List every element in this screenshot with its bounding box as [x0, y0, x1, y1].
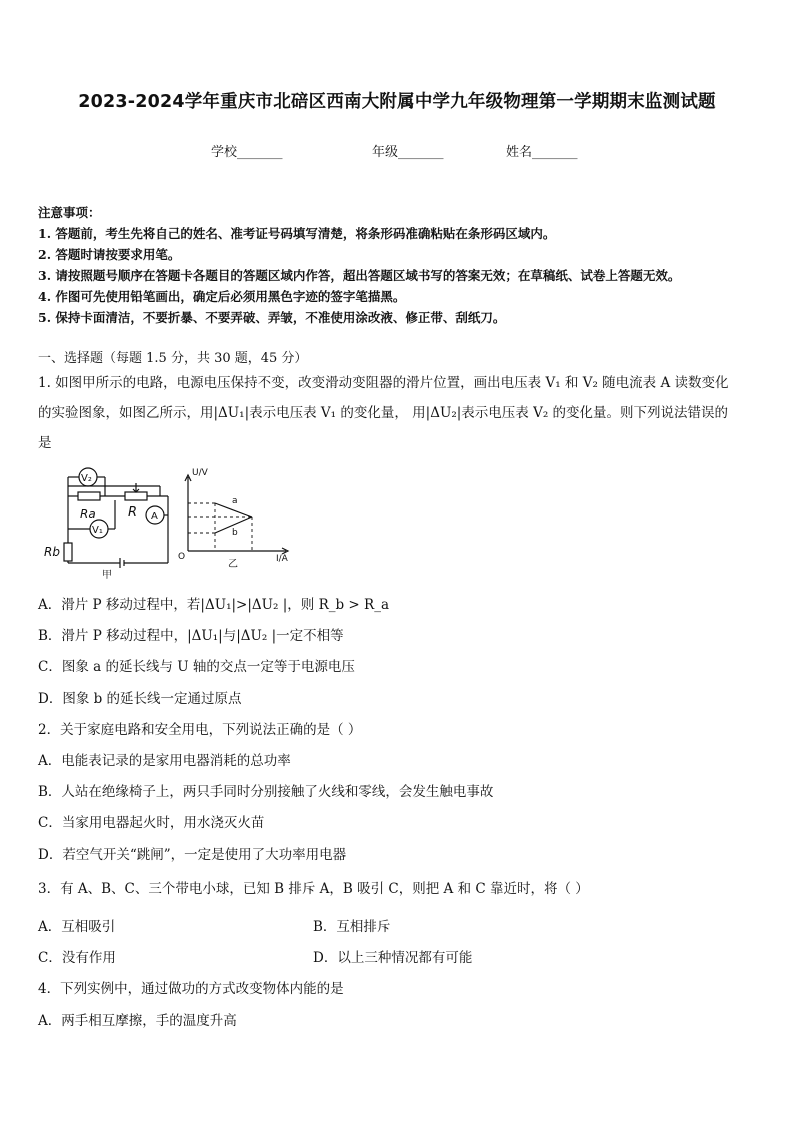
question-1-line1: 1. 如图甲所示的电路，电源电压保持不变，改变滑动变阻器的滑片位置，画出电压表 V₁ 和 V₂ 随电流表 A 读数变化: [38, 375, 729, 391]
rheostat-r-icon: [125, 492, 147, 500]
q1-option-c[interactable]: C．图象 a 的延长线与 U 轴的交点一定等于电源电压: [38, 659, 355, 675]
yi-label: 乙: [228, 559, 238, 570]
v1-label: V₁: [92, 525, 103, 536]
q2-option-a[interactable]: A．电能表记录的是家用电器消耗的总功率: [38, 753, 291, 769]
q2-option-c[interactable]: C．当家用电器起火时，用水浇灭火苗: [38, 815, 265, 831]
notice-heading: 注意事项：: [38, 205, 101, 220]
r-label: R: [128, 505, 138, 520]
origin-label: O: [178, 552, 186, 562]
question-3-stem: 3．有 A、B、C、三个带电小球，已知 B 排斥 A，B 吸引 C，则把 A 和 C 靠近时，将（ ）: [38, 881, 589, 897]
circuit-and-graph-diagram: [40, 463, 300, 581]
notice-item: 1. 答题前，考生先将自己的姓名、准考证号码填写清楚，将条形码准确粘贴在条形码区域内。: [38, 226, 556, 241]
q4-option-a[interactable]: A．两手相互摩擦，手的温度升高: [38, 1013, 237, 1029]
question-1: [38, 368, 758, 458]
resistor-rb-icon: [64, 543, 72, 561]
q3-option-c[interactable]: C．没有作用: [38, 950, 116, 966]
section-title: 一、选择题（每题 1.5 分，共 30 题，45 分）: [38, 351, 308, 366]
ammeter-label: A: [151, 511, 158, 522]
notice-block: [38, 202, 680, 328]
notice-item: 3. 请按照题号顺序在答题卡各题目的答题区域内作答，超出答题区域书写的答案无效；在草稿纸、试卷上答题无效。: [38, 268, 681, 283]
q1-option-d[interactable]: D．图象 b 的延长线一定通过原点: [38, 691, 242, 707]
q2-option-d[interactable]: D．若空气开关“跳闸”，一定是使用了大功率用电器: [38, 847, 347, 863]
b-label: b: [232, 528, 238, 538]
notice-item: 2. 答题时请按要求用笔。: [38, 247, 181, 262]
q1-option-a[interactable]: A．滑片 P 移动过程中，若|ΔU₁|>|ΔU₂ |，则 R_b > R_a: [38, 597, 389, 613]
q3-option-b[interactable]: B．互相排斥: [313, 919, 391, 935]
student-info-fields: [0, 141, 794, 161]
question-1-line2: 的实验图象，如图乙所示，用|ΔU₁|表示电压表 V₁ 的变化量， 用|ΔU₂|表示电压表 V₂ 的变化量。则下列说法错误的: [38, 405, 729, 421]
q3-option-d[interactable]: D．以上三种情况都有可能: [313, 950, 473, 966]
question-1-line3: 是: [38, 435, 52, 451]
u-axis-label: U/V: [192, 468, 208, 478]
question-4-stem: 4．下列实例中，通过做功的方式改变物体内能的是: [38, 981, 344, 997]
q3-option-a[interactable]: A．互相吸引: [38, 919, 116, 935]
page-title: 2023-2024学年重庆市北碚区西南大附属中学九年级物理第一学期期末监测试题: [78, 92, 716, 112]
name-field[interactable]: 姓名_______: [506, 145, 578, 160]
circuit-diagram-jia: [44, 468, 168, 581]
question-2-stem: 2．关于家庭电路和安全用电，下列说法正确的是（ ）: [38, 722, 362, 738]
graph-yi: [178, 468, 289, 570]
jia-label: 甲: [102, 570, 112, 581]
ra-label: Ra: [80, 507, 96, 521]
q1-option-b[interactable]: B．滑片 P 移动过程中，|ΔU₁|与|ΔU₂ |一定不相等: [38, 628, 344, 644]
resistor-ra-icon: [78, 492, 100, 500]
notice-item: 4. 作图可先使用铅笔画出，确定后必须用黑色字迹的签字笔描黑。: [38, 289, 406, 304]
q2-option-b[interactable]: B．人站在绝缘椅子上，两只手同时分别接触了火线和零线，会发生触电事故: [38, 784, 494, 800]
v2-label: V₂: [81, 473, 92, 484]
rb-label: Rb: [44, 545, 60, 559]
notice-item: 5. 保持卡面清洁，不要折暴、不要弄破、弄皱，不准使用涂改液、修正带、刮纸刀。: [38, 310, 506, 325]
school-field[interactable]: 学校_______: [211, 145, 283, 160]
grade-field[interactable]: 年级_______: [372, 145, 444, 160]
a-label: a: [232, 496, 238, 506]
i-axis-label: I/A: [276, 554, 288, 564]
